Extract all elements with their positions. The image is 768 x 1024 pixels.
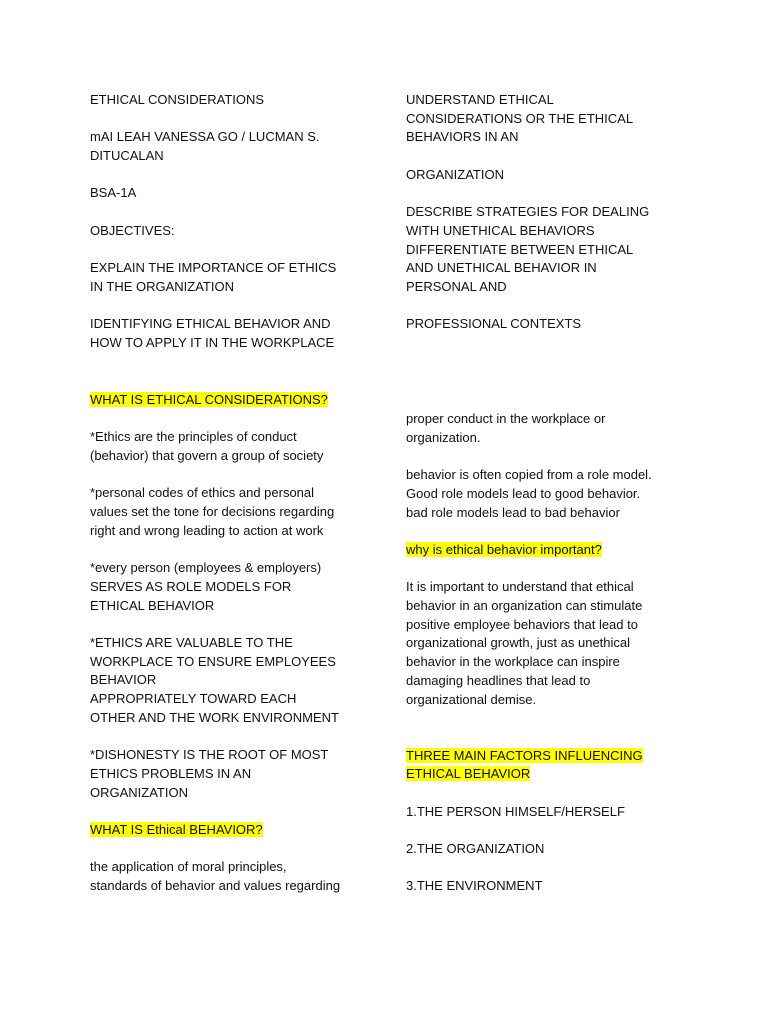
- right-column-bottom: [406, 410, 681, 915]
- right-column-top: [406, 91, 681, 353]
- factor-3: 3.THE ENVIRONMENT: [406, 878, 543, 894]
- highlight-heading-2: WHAT IS Ethical BEHAVIOR?: [90, 822, 263, 838]
- point-5: *DISHONESTY IS THE ROOT OF MOST ETHICS PROBLEMS IN AN ORGANIZATION: [90, 747, 329, 800]
- objective-4-continued: PROFESSIONAL CONTEXTS: [406, 316, 582, 332]
- objective-3: UNDERSTAND ETHICAL CONSIDERATIONS OR THE ETHICAL BEHAVIORS IN AN: [406, 92, 634, 145]
- definition-continued: proper conduct in the workplace or organization.: [406, 411, 606, 445]
- objective-4: DESCRIBE STRATEGIES FOR DEALING WITH UNETHICAL BEHAVIORS DIFFERENTIATE BETWEEN ETHICAL AND UNETHICAL BEHAVIOR IN PERSONAL AND: [406, 204, 650, 294]
- factor-1: 1.THE PERSON HIMSELF/HERSELF: [406, 803, 625, 819]
- importance-text: It is important to understand that ethical behavior in an organization can stimulate positive employee behaviors that lead to organizational growth, just as unethical behavior in the workplace can inspire damaging headlines that lead to organizational demise.: [406, 579, 643, 707]
- role-model-text: behavior is often copied from a role model. Good role models lead to good behavior. bad role models lead to bad behavior: [406, 467, 652, 520]
- document-title: ETHICAL CONSIDERATIONS: [90, 92, 265, 107]
- objectives-label: OBJECTIVES:: [90, 222, 175, 238]
- heading-ethical-considerations: [90, 391, 365, 410]
- objective-1: EXPLAIN THE IMPORTANCE OF ETHICS IN THE ORGANIZATION: [90, 260, 337, 294]
- definition: the application of moral principles, standards of behavior and values regarding: [90, 859, 341, 894]
- point-2: *personal codes of ethics and personal values set the tone for decisions regarding right and wrong leading to action at work: [90, 485, 335, 538]
- objective-2: IDENTIFYING ETHICAL BEHAVIOR AND HOW TO APPLY IT IN THE WORKPLACE: [90, 316, 335, 351]
- section: BSA-1A: [90, 185, 137, 201]
- highlight-heading-3: why is ethical behavior important?: [406, 541, 602, 557]
- authors: mAI LEAH VANESSA GO / LUCMAN S. DITUCALAN: [90, 129, 320, 164]
- heading-importance: [406, 541, 681, 560]
- highlight-heading-4-line-1: THREE MAIN FACTORS INFLUENCING: [406, 747, 643, 763]
- point-1: *Ethics are the principles of conduct (behavior) that govern a group of society: [90, 429, 324, 464]
- left-column-top: [90, 91, 365, 371]
- objective-3-continued: ORGANIZATION: [406, 166, 504, 182]
- highlight-heading-1: WHAT IS ETHICAL CONSIDERATIONS?: [90, 392, 328, 407]
- point-3: *every person (employees & employers) SERVES AS ROLE MODELS FOR ETHICAL BEHAVIOR: [90, 560, 322, 613]
- highlight-heading-4-line-2: ETHICAL BEHAVIOR: [406, 766, 531, 782]
- point-4: *ETHICS ARE VALUABLE TO THE WORKPLACE TO ENSURE EMPLOYEES BEHAVIOR APPROPRIATELY TOWARD EACH OTHER AND THE WORK ENVIRONMENT: [90, 635, 339, 725]
- factor-2: 2.THE ORGANIZATION: [406, 841, 545, 857]
- heading-three-factors: [406, 747, 681, 784]
- left-column-bottom: [90, 391, 365, 915]
- heading-ethical-behavior: [90, 821, 365, 840]
